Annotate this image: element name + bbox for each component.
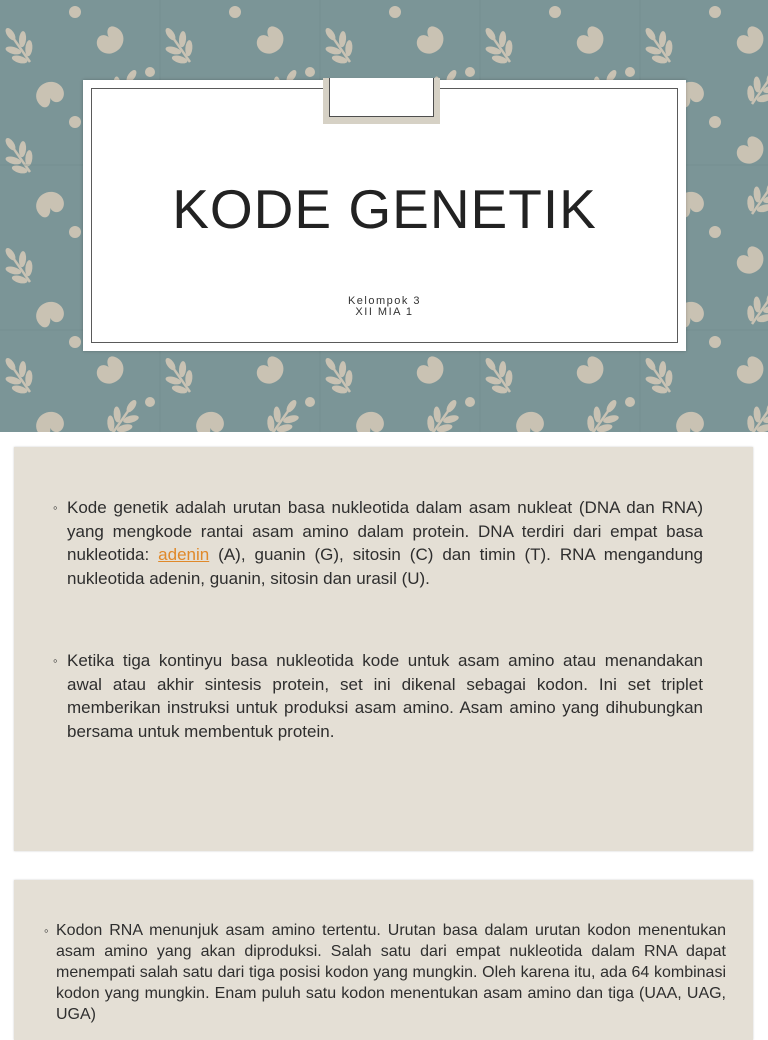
bullet-text: Ketika tiga kontinyu basa nukleotida kode untuk asam amino atau menandakan awal atau akhir sintesis protein, set ini dikenal sebagai kodon. Ini set triplet memberikan instruksi untuk produksi asam amino. Asam amino yang dihubungkan bersama untuk membentuk protein.: [67, 651, 703, 741]
subtitle-class: XII MIA 1: [355, 306, 414, 318]
content-slide-1: [14, 447, 753, 851]
subtitle-group: Kelompok 3: [347, 295, 422, 307]
subtitle: [83, 296, 686, 318]
list-item: [53, 496, 703, 590]
title-card: [83, 80, 686, 351]
content-slide-2: [14, 880, 753, 1040]
title-card-tab-inner: [329, 78, 434, 117]
title-card-tab: [323, 78, 440, 124]
page-title: KODE GENETIK: [172, 178, 597, 240]
bullet-text: Kode genetik adalah urutan basa nukleotida dalam asam nukleat (DNA dan RNA) yang mengkode rantai asam amino dalam protein. DNA terdiri dari empat basa nukleotida:: [67, 498, 703, 564]
bullet-text-continued: (A), guanin (G), sitosin (C) dan timin (T). RNA mengandung nukleotida adenin, guanin, sitosin dan urasil (U).: [67, 545, 703, 588]
adenin-link[interactable]: adenin: [158, 545, 210, 564]
list-item: [44, 920, 726, 1025]
bullet-marker: ◦: [53, 653, 58, 668]
bullet-marker: ◦: [53, 500, 58, 515]
bullet-text: Kodon RNA menunjuk asam amino tertentu. Urutan basa dalam urutan kodon menentukan asam amino yang akan diproduksi. Salah satu dari empat nukleotida dalam RNA dapat menempati salah satu dari tiga posisi kodon yang mungkin. Oleh karena itu, ada 64 kombinasi kodon yang mungkin. Enam puluh satu kodon menentukan asam amino dan tiga (UAA, UAG, UGA): [56, 922, 726, 1023]
title-slide: [0, 0, 768, 432]
list-item: [53, 649, 703, 743]
bullet-marker: ◦: [44, 923, 49, 938]
